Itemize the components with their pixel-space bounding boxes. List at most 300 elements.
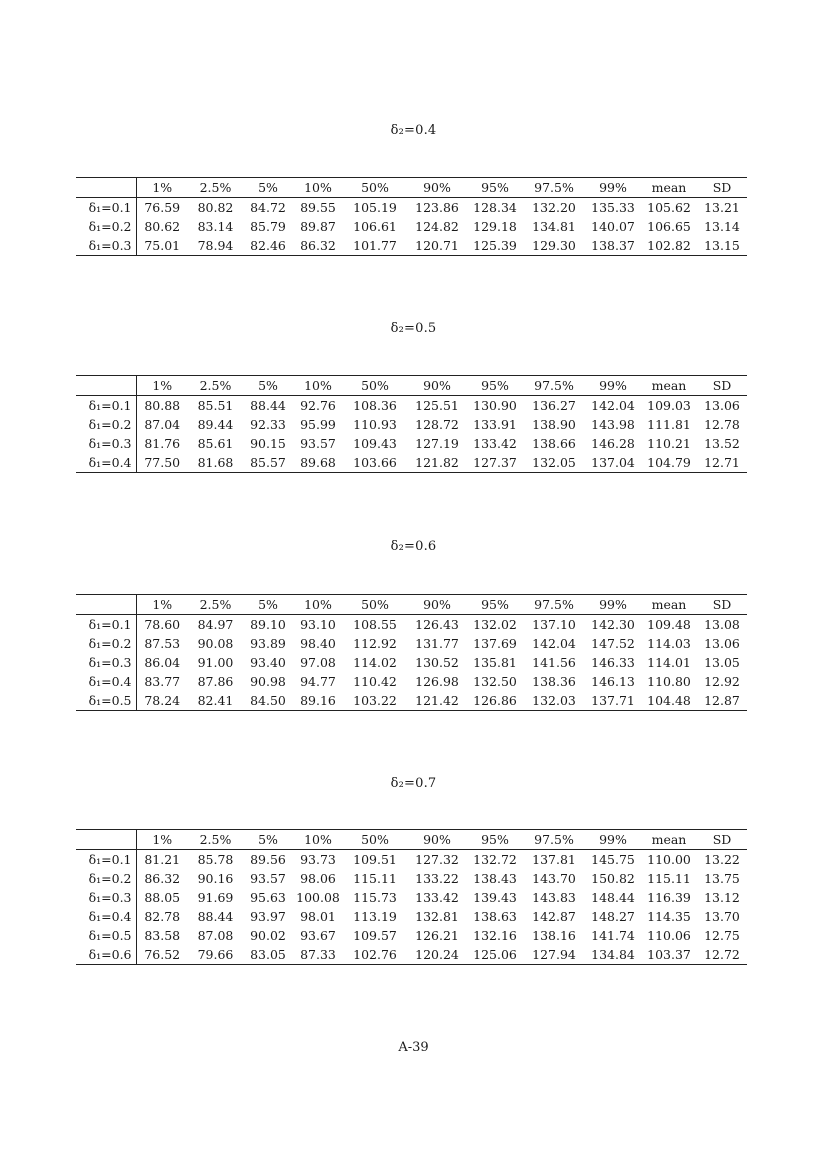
table-cell: 104.48 — [641, 691, 697, 711]
table-cell: 147.52 — [591, 636, 635, 651]
table-cell: 142.04 — [532, 636, 576, 651]
table-cell: 79.66 — [188, 945, 243, 965]
table-cell: 93.67 — [300, 928, 336, 943]
column-header: 97.5% — [523, 178, 585, 198]
table-cell: 127.19 — [415, 436, 459, 451]
column-header: 10% — [293, 830, 343, 850]
row-label: δ₁=0.1 — [76, 850, 136, 870]
row-label: δ₁=0.3 — [76, 434, 136, 453]
header-row — [76, 830, 747, 850]
row-label: δ₁=0.2 — [76, 415, 136, 434]
table-cell: 13.06 — [704, 398, 740, 413]
table-cell: 111.81 — [647, 417, 691, 432]
table-cell: 138.43 — [473, 871, 517, 886]
table-cell: 87.33 — [293, 945, 343, 965]
table-cell: 89.68 — [293, 453, 343, 473]
table-cell: 93.97 — [250, 909, 286, 924]
row-label: δ₁=0.5 — [76, 691, 136, 711]
row-label: δ₁=0.1 — [76, 615, 136, 635]
table-cell: 137.69 — [473, 636, 517, 651]
table-cell: 87.86 — [197, 674, 234, 689]
table-body — [76, 396, 747, 473]
table-cell: 123.86 — [415, 200, 459, 215]
table-cell: 13.21 — [704, 200, 740, 215]
table-cell: 132.72 — [473, 852, 517, 867]
column-header: mean — [641, 830, 697, 850]
table-cell: 85.57 — [243, 453, 293, 473]
table-cell: 128.72 — [415, 417, 459, 432]
table-body — [76, 198, 747, 256]
table-cell: 83.77 — [144, 674, 181, 689]
table-cell: 76.52 — [136, 945, 188, 965]
table-cell: 97.08 — [300, 655, 336, 670]
table-cell: 89.44 — [197, 417, 234, 432]
column-header: 1% — [136, 595, 188, 615]
table-cell: 82.41 — [188, 691, 243, 711]
column-header: 90% — [407, 376, 467, 396]
column-header: 2.5% — [188, 178, 243, 198]
table-row — [76, 691, 747, 711]
table-cell: 132.16 — [473, 928, 517, 943]
table-cell: 140.07 — [591, 219, 635, 234]
table-cell: 106.65 — [647, 219, 691, 234]
table-cell: 86.32 — [144, 871, 181, 886]
table-cell: 109.51 — [353, 852, 397, 867]
table-cell: 98.06 — [300, 871, 336, 886]
table-cell: 90.02 — [250, 928, 286, 943]
table-cell: 132.03 — [523, 691, 585, 711]
table-cell: 137.81 — [532, 852, 576, 867]
table-cell: 109.57 — [353, 928, 397, 943]
table-row — [76, 453, 747, 473]
table-cell: 125.51 — [415, 398, 459, 413]
table-row — [76, 415, 747, 434]
table-cell: 80.82 — [197, 200, 234, 215]
column-header: 50% — [343, 595, 407, 615]
header-row — [76, 376, 747, 396]
table-cell: 129.30 — [523, 236, 585, 256]
table-cell: 143.98 — [591, 417, 635, 432]
table-cell: 138.36 — [532, 674, 576, 689]
table-cell: 78.60 — [144, 617, 181, 632]
table-header — [76, 376, 747, 396]
table-cell: 92.76 — [300, 398, 336, 413]
row-label: δ₁=0.2 — [76, 217, 136, 236]
quantile-table-4 — [76, 829, 747, 965]
column-header: 95% — [467, 376, 523, 396]
table-cell: 80.62 — [144, 219, 181, 234]
table-cell: 130.52 — [415, 655, 459, 670]
table-cell: 114.01 — [647, 655, 691, 670]
table-row — [76, 653, 747, 672]
table-cell: 93.10 — [300, 617, 336, 632]
row-label: δ₁=0.4 — [76, 907, 136, 926]
table-row — [76, 672, 747, 691]
page-number: A-39 — [398, 1040, 429, 1055]
table-cell: 143.83 — [532, 890, 576, 905]
table-cell: 127.94 — [523, 945, 585, 965]
table-cell: 92.33 — [250, 417, 286, 432]
column-header: 90% — [407, 595, 467, 615]
table-cell: 138.90 — [532, 417, 576, 432]
table-cell: 126.43 — [415, 617, 459, 632]
column-header: 99% — [585, 376, 641, 396]
table-cell: 128.34 — [473, 200, 517, 215]
table-cell: 148.44 — [591, 890, 635, 905]
table-cell: 105.62 — [647, 200, 691, 215]
table-cell: 12.92 — [704, 674, 740, 689]
column-header: 95% — [467, 178, 523, 198]
table-cell: 83.14 — [197, 219, 234, 234]
table-cell: 12.78 — [704, 417, 740, 432]
table-cell: 124.82 — [415, 219, 459, 234]
table-cell: 110.21 — [647, 436, 691, 451]
table-row — [76, 236, 747, 256]
table-cell: 137.71 — [585, 691, 641, 711]
column-header: 10% — [293, 595, 343, 615]
corner-cell — [76, 178, 136, 198]
table-cell: 108.36 — [353, 398, 397, 413]
table-cell: 108.55 — [353, 617, 397, 632]
table-cell: 89.10 — [250, 617, 286, 632]
table-row — [76, 396, 747, 416]
column-header: 2.5% — [188, 830, 243, 850]
table-cell: 137.10 — [532, 617, 576, 632]
table-cell: 91.00 — [197, 655, 234, 670]
row-label: δ₁=0.4 — [76, 672, 136, 691]
table-cell: 126.86 — [467, 691, 523, 711]
table-row — [76, 926, 747, 945]
table-cell: 121.82 — [407, 453, 467, 473]
table-cell: 12.71 — [697, 453, 747, 473]
table-cell: 110.00 — [647, 852, 691, 867]
column-header: 97.5% — [523, 595, 585, 615]
table-cell: 95.99 — [300, 417, 336, 432]
column-header: 95% — [467, 830, 523, 850]
table-cell: 106.61 — [353, 219, 397, 234]
table-cell: 13.15 — [697, 236, 747, 256]
table-cell: 114.35 — [647, 909, 691, 924]
column-header: 99% — [585, 830, 641, 850]
column-header: 5% — [243, 178, 293, 198]
table-cell: 110.06 — [647, 928, 691, 943]
table-cell: 138.66 — [532, 436, 576, 451]
table-cell: 89.87 — [300, 219, 336, 234]
table-cell: 114.03 — [647, 636, 691, 651]
table-cell: 89.55 — [300, 200, 336, 215]
table-cell: 81.68 — [188, 453, 243, 473]
table-cell: 146.13 — [591, 674, 635, 689]
table-cell: 13.08 — [704, 617, 740, 632]
corner-cell — [76, 830, 136, 850]
table-cell: 135.81 — [473, 655, 517, 670]
table-row — [76, 945, 747, 965]
table-cell: 13.52 — [704, 436, 740, 451]
row-label: δ₁=0.2 — [76, 869, 136, 888]
table-cell: 131.77 — [415, 636, 459, 651]
table-row — [76, 869, 747, 888]
table-cell: 13.22 — [704, 852, 740, 867]
table-cell: 86.04 — [144, 655, 181, 670]
table-cell: 77.50 — [136, 453, 188, 473]
table-cell: 83.05 — [243, 945, 293, 965]
table-cell: 114.02 — [353, 655, 397, 670]
table-cell: 110.42 — [353, 674, 397, 689]
table-cell: 98.40 — [300, 636, 336, 651]
table-cell: 88.44 — [250, 398, 286, 413]
table-cell: 12.72 — [697, 945, 747, 965]
table-cell: 80.88 — [144, 398, 181, 413]
table-title-1: δ₂=0.4 — [390, 123, 437, 138]
table-row — [76, 217, 747, 236]
quantile-table-2 — [76, 375, 747, 473]
table-row — [76, 434, 747, 453]
table-cell: 90.98 — [250, 674, 286, 689]
table-cell: 85.78 — [197, 852, 234, 867]
row-label: δ₁=0.5 — [76, 926, 136, 945]
table-title-4: δ₂=0.7 — [390, 776, 437, 791]
table-cell: 132.20 — [532, 200, 576, 215]
corner-cell — [76, 376, 136, 396]
table-cell: 85.79 — [250, 219, 286, 234]
table-cell: 90.15 — [250, 436, 286, 451]
table-header — [76, 178, 747, 198]
table-cell: 146.33 — [591, 655, 635, 670]
table-cell: 13.70 — [704, 909, 740, 924]
row-label: δ₁=0.6 — [76, 945, 136, 965]
table-cell: 137.04 — [585, 453, 641, 473]
table-cell: 76.59 — [144, 200, 181, 215]
quantile-table-3 — [76, 594, 747, 711]
column-header: mean — [641, 178, 697, 198]
table-cell: 127.37 — [467, 453, 523, 473]
table-row — [76, 907, 747, 926]
table-row — [76, 850, 747, 870]
table-header — [76, 595, 747, 615]
table-cell: 82.78 — [144, 909, 181, 924]
table-cell: 102.76 — [343, 945, 407, 965]
table-cell: 142.87 — [532, 909, 576, 924]
table-row — [76, 198, 747, 218]
column-header: 1% — [136, 376, 188, 396]
table-cell: 132.02 — [473, 617, 517, 632]
column-header: 50% — [343, 376, 407, 396]
column-header: SD — [697, 376, 747, 396]
table-cell: 121.42 — [407, 691, 467, 711]
table-cell: 94.77 — [300, 674, 336, 689]
table-cell: 132.81 — [415, 909, 459, 924]
table-cell: 109.03 — [647, 398, 691, 413]
table-body — [76, 850, 747, 965]
row-label: δ₁=0.1 — [76, 198, 136, 218]
column-header: 95% — [467, 595, 523, 615]
table-cell: 93.40 — [250, 655, 286, 670]
table-row — [76, 615, 747, 635]
table-cell: 81.21 — [144, 852, 181, 867]
column-header: 50% — [343, 830, 407, 850]
table-cell: 13.12 — [704, 890, 740, 905]
table-cell: 93.73 — [300, 852, 336, 867]
table-cell: 13.14 — [704, 219, 740, 234]
table-cell: 132.05 — [523, 453, 585, 473]
table-cell: 90.08 — [197, 636, 234, 651]
table-cell: 103.22 — [343, 691, 407, 711]
table-cell: 133.42 — [415, 890, 459, 905]
column-header: 97.5% — [523, 376, 585, 396]
column-header: 5% — [243, 376, 293, 396]
table-cell: 146.28 — [591, 436, 635, 451]
column-header: 5% — [243, 830, 293, 850]
table-cell: 109.43 — [353, 436, 397, 451]
table-cell: 126.21 — [415, 928, 459, 943]
column-header: 10% — [293, 376, 343, 396]
column-header: 50% — [343, 178, 407, 198]
table-cell: 134.84 — [585, 945, 641, 965]
column-header: SD — [697, 830, 747, 850]
quantile-table-1 — [76, 177, 747, 256]
table-cell: 126.98 — [415, 674, 459, 689]
table-cell: 85.51 — [197, 398, 234, 413]
corner-cell — [76, 595, 136, 615]
table-cell: 139.43 — [473, 890, 517, 905]
table-body — [76, 615, 747, 711]
row-label: δ₁=0.3 — [76, 653, 136, 672]
table-cell: 130.90 — [473, 398, 517, 413]
table-cell: 81.76 — [144, 436, 181, 451]
table-cell: 141.56 — [532, 655, 576, 670]
table-cell: 127.32 — [415, 852, 459, 867]
header-row — [76, 595, 747, 615]
table-cell: 85.61 — [197, 436, 234, 451]
column-header: 90% — [407, 178, 467, 198]
column-header: 90% — [407, 830, 467, 850]
table-cell: 89.16 — [293, 691, 343, 711]
column-header: 2.5% — [188, 595, 243, 615]
table-cell: 143.70 — [532, 871, 576, 886]
column-header: 1% — [136, 178, 188, 198]
table-cell: 87.53 — [144, 636, 181, 651]
table-cell: 84.97 — [197, 617, 234, 632]
table-cell: 133.91 — [473, 417, 517, 432]
row-label: δ₁=0.3 — [76, 236, 136, 256]
table-cell: 78.94 — [188, 236, 243, 256]
table-cell: 13.06 — [704, 636, 740, 651]
table-cell: 136.27 — [532, 398, 576, 413]
table-cell: 109.48 — [647, 617, 691, 632]
row-label: δ₁=0.1 — [76, 396, 136, 416]
table-cell: 82.46 — [243, 236, 293, 256]
table-cell: 83.58 — [144, 928, 181, 943]
table-cell: 98.01 — [300, 909, 336, 924]
table-cell: 93.57 — [300, 436, 336, 451]
table-cell: 95.63 — [250, 890, 286, 905]
table-cell: 90.16 — [197, 871, 234, 886]
column-header: mean — [641, 376, 697, 396]
table-cell: 110.93 — [353, 417, 397, 432]
column-header: 1% — [136, 830, 188, 850]
table-cell: 86.32 — [293, 236, 343, 256]
table-cell: 91.69 — [197, 890, 234, 905]
table-cell: 13.75 — [704, 871, 740, 886]
row-label: δ₁=0.3 — [76, 888, 136, 907]
table-cell: 138.16 — [532, 928, 576, 943]
table-cell: 12.75 — [704, 928, 740, 943]
table-cell: 138.63 — [473, 909, 517, 924]
column-header: 10% — [293, 178, 343, 198]
table-cell: 93.57 — [250, 871, 286, 886]
table-cell: 134.81 — [532, 219, 576, 234]
table-cell: 135.33 — [591, 200, 635, 215]
table-cell: 129.18 — [473, 219, 517, 234]
table-title-3: δ₂=0.6 — [390, 539, 437, 554]
table-cell: 115.73 — [353, 890, 397, 905]
column-header: 99% — [585, 595, 641, 615]
table-cell: 88.44 — [197, 909, 234, 924]
column-header: 99% — [585, 178, 641, 198]
table-cell: 78.24 — [136, 691, 188, 711]
table-cell: 115.11 — [647, 871, 691, 886]
table-cell: 102.82 — [641, 236, 697, 256]
table-cell: 120.24 — [407, 945, 467, 965]
row-label: δ₁=0.4 — [76, 453, 136, 473]
table-cell: 141.74 — [591, 928, 635, 943]
column-header: 97.5% — [523, 830, 585, 850]
table-cell: 110.80 — [647, 674, 691, 689]
table-title-2: δ₂=0.5 — [390, 321, 437, 336]
table-cell: 13.05 — [704, 655, 740, 670]
table-cell: 133.42 — [473, 436, 517, 451]
table-cell: 148.27 — [591, 909, 635, 924]
table-cell: 103.66 — [343, 453, 407, 473]
column-header: mean — [641, 595, 697, 615]
column-header: 5% — [243, 595, 293, 615]
table-row — [76, 888, 747, 907]
table-cell: 75.01 — [136, 236, 188, 256]
table-cell: 93.89 — [250, 636, 286, 651]
table-cell: 125.06 — [467, 945, 523, 965]
table-cell: 142.30 — [591, 617, 635, 632]
table-cell: 132.50 — [473, 674, 517, 689]
row-label: δ₁=0.2 — [76, 634, 136, 653]
table-cell: 133.22 — [415, 871, 459, 886]
header-row — [76, 178, 747, 198]
table-cell: 87.04 — [144, 417, 181, 432]
table-header — [76, 830, 747, 850]
column-header: SD — [697, 595, 747, 615]
column-header: SD — [697, 178, 747, 198]
table-cell: 87.08 — [197, 928, 234, 943]
table-cell: 84.50 — [243, 691, 293, 711]
table-cell: 150.82 — [591, 871, 635, 886]
table-cell: 115.11 — [353, 871, 397, 886]
table-cell: 138.37 — [585, 236, 641, 256]
column-header: 2.5% — [188, 376, 243, 396]
table-cell: 104.79 — [641, 453, 697, 473]
table-cell: 84.72 — [250, 200, 286, 215]
table-cell: 125.39 — [467, 236, 523, 256]
table-cell: 103.37 — [641, 945, 697, 965]
table-cell: 100.08 — [296, 890, 340, 905]
table-cell: 101.77 — [343, 236, 407, 256]
table-cell: 120.71 — [407, 236, 467, 256]
table-cell: 116.39 — [647, 890, 691, 905]
table-cell: 142.04 — [591, 398, 635, 413]
table-cell: 145.75 — [591, 852, 635, 867]
table-cell: 88.05 — [144, 890, 181, 905]
table-cell: 89.56 — [250, 852, 286, 867]
table-row — [76, 634, 747, 653]
table-cell: 112.92 — [353, 636, 397, 651]
